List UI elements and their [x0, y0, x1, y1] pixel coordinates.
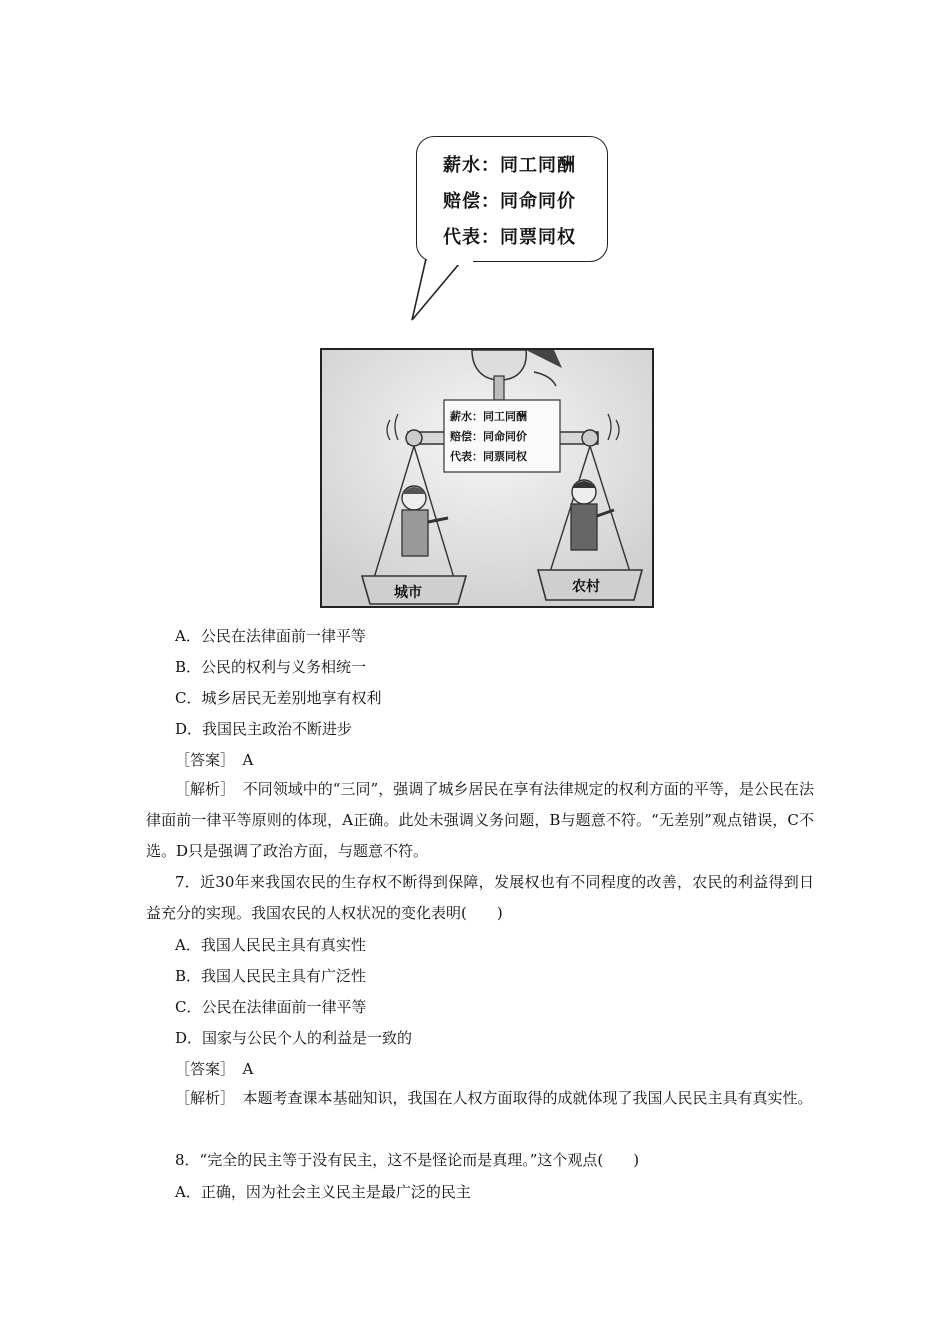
q6-answer: ［答案］ A: [175, 751, 254, 769]
bubble-line-salary: 薪水：同工同酬: [443, 155, 576, 176]
q7-stem: 7．近30年来我国农民的生存权不断得到保障，发展权也有不同程度的改善，农民的利益得到日益充分的实现。我国农民的人权状况的变化表明( ): [146, 873, 814, 922]
q8-option-a: A．正确，因为社会主义民主是最广泛的民主: [175, 1183, 471, 1201]
q7-answer: ［答案］ A: [175, 1060, 254, 1078]
bubble-line-compensation: 赔偿：同命同价: [443, 191, 576, 212]
cartoon-figure: [300, 128, 660, 608]
q7-analysis: ［解析］ 本题考查课本基础知识，我国在人权方面取得的成就体现了我国人民民主具有真实性。: [175, 1089, 813, 1107]
speech-bubble: [416, 136, 608, 262]
bubble-line-representation: 代表：同票同权: [443, 227, 576, 248]
balance-scale-cartoon: [320, 348, 654, 608]
q7-option-b: B．我国人民民主具有广泛性: [175, 967, 367, 985]
q7-option-a: A．我国人民民主具有真实性: [175, 936, 366, 954]
q6-option-a: A．公民在法律面前一律平等: [175, 627, 366, 645]
q6-option-d: D．我国民主政治不断进步: [175, 720, 353, 738]
q6-option-c: C．城乡居民无差别地享有权利: [175, 689, 382, 707]
scale-sign: [446, 402, 558, 472]
sign-line-salary: 薪水：同工同酬: [450, 410, 527, 423]
balance-scale-illustration: [322, 350, 652, 606]
q7-option-c: C．公民在法律面前一律平等: [175, 998, 367, 1016]
pan-label-countryside: 农村: [572, 579, 600, 595]
sign-line-representation: 代表：同票同权: [450, 450, 527, 463]
pan-label-city: 城市: [394, 585, 422, 601]
q7-option-d: D．国家与公民个人的利益是一致的: [175, 1029, 413, 1047]
q8-stem: 8．“完全的民主等于没有民主，这不是怪论而是真理。”这个观点( ): [175, 1151, 640, 1169]
q6-option-b: B．公民的权利与义务相统一: [175, 658, 367, 676]
sign-line-compensation: 赔偿：同命同价: [450, 430, 527, 443]
q6-analysis: ［解析］ 不同领域中的“三同”，强调了城乡居民在享有法律规定的权利方面的平等，是公民在法律面前一律平等原则的体现，A正确。此处未强调义务问题，B与题意不符。“无差别”观点错误，C不选。D只是强调了政治方面，与题意不符。: [146, 780, 814, 860]
